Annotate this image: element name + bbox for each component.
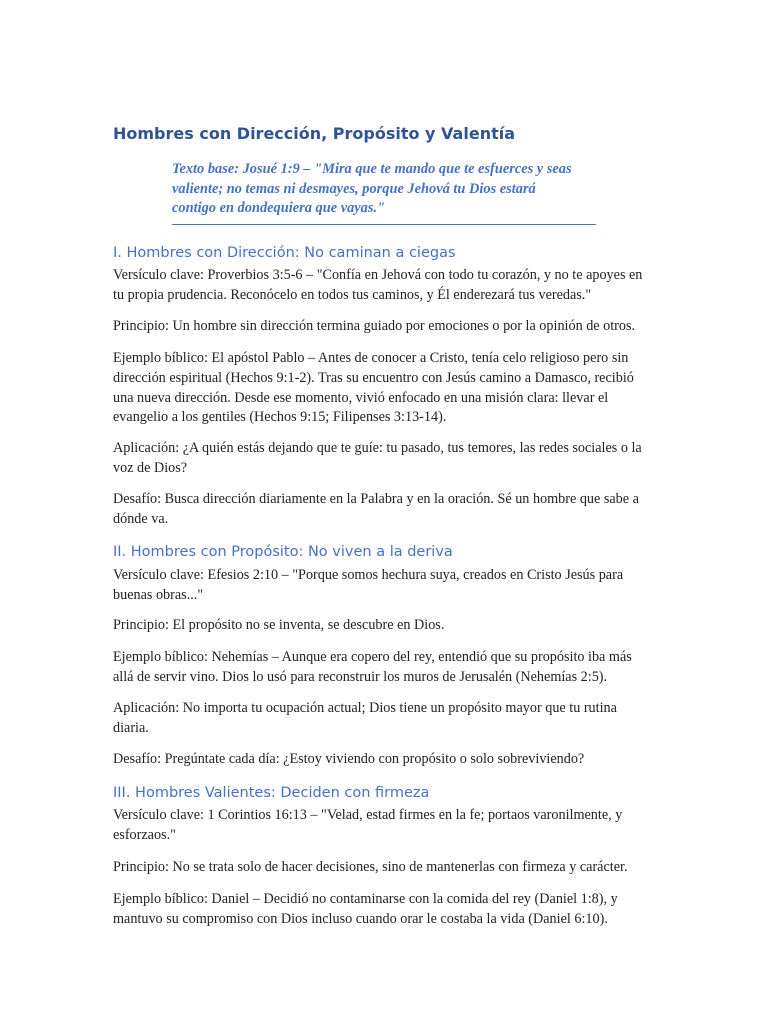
paragraph-desafio-direccion: Desafío: Busca dirección diariamente en la Palabra y en la oración. Sé un hombre que sabe a dónde va.	[113, 491, 639, 527]
section-heading-valientes: III. Hombres Valientes: Deciden con firmeza	[113, 785, 430, 801]
section-heading-direccion: I. Hombres con Dirección: No caminan a ciegas	[113, 245, 456, 261]
base-text-quote: Texto base: Josué 1:9 – "Mira que te mando que te esfuerces y seas valiente; no temas ni desmayes, porque Jehová tu Dios estará contigo en dondequiera que vayas."	[172, 160, 596, 225]
paragraph-ejemplo-direccion: Ejemplo bíblico: El apóstol Pablo – Antes de conocer a Cristo, tenía celo religioso pero sin dirección espiritual (Hechos 9:1-2). Tras su encuentro con Jesús camino a Damasco, recibió una nueva dirección. Desde ese momento, vivió enfocado en una misión clara: llevar el evangelio a los gentiles (Hechos 9:15; Filipenses 3:13-14).	[113, 350, 634, 426]
paragraph-desafio-proposito: Desafío: Pregúntate cada día: ¿Estoy viviendo con propósito o solo sobreviviendo?	[113, 751, 585, 767]
paragraph-principio-proposito: Principio: El propósito no se inventa, se descubre en Dios.	[113, 617, 445, 633]
section-heading-proposito: II. Hombres con Propósito: No viven a la deriva	[113, 544, 453, 560]
paragraph-principio-valientes: Principio: No se trata solo de hacer decisiones, sino de mantenerlas con firmeza y carácter.	[113, 859, 628, 875]
paragraph-ejemplo-proposito: Ejemplo bíblico: Nehemías – Aunque era copero del rey, entendió que su propósito iba más allá de servir vino. Dios lo usó para reconstruir los muros de Jerusalén (Nehemías 2:5).	[113, 649, 632, 685]
paragraph-aplicacion-proposito: Aplicación: No importa tu ocupación actual; Dios tiene un propósito mayor que tu rutina diaria.	[113, 700, 617, 736]
paragraph-aplicacion-direccion: Aplicación: ¿A quién estás dejando que te guíe: tu pasado, tus temores, las redes sociales o la voz de Dios?	[113, 440, 642, 476]
paragraph-versiculo-valientes: Versículo clave: 1 Corintios 16:13 – "Velad, estad firmes en la fe; portaos varonilmente, y esforzaos."	[113, 807, 623, 843]
paragraph-versiculo-proposito: Versículo clave: Efesios 2:10 – "Porque somos hechura suya, creados en Cristo Jesús para buenas obras..."	[113, 567, 624, 603]
paragraph-versiculo-direccion: Versículo clave: Proverbios 3:5-6 – "Confía en Jehová con todo tu corazón, y no te apoyes en tu propia prudencia. Reconócelo en todos tus caminos, y Él enderezará tus veredas."	[113, 267, 643, 303]
paragraph-ejemplo-valientes: Ejemplo bíblico: Daniel – Decidió no contaminarse con la comida del rey (Daniel 1:8), y mantuvo su compromiso con Dios incluso cuando orar le costaba la vida (Daniel 6:10).	[113, 891, 618, 927]
document-title: Hombres con Dirección, Propósito y Valentía	[113, 124, 516, 143]
paragraph-principio-direccion: Principio: Un hombre sin dirección termina guiado por emociones o por la opinión de otros.	[113, 318, 636, 334]
